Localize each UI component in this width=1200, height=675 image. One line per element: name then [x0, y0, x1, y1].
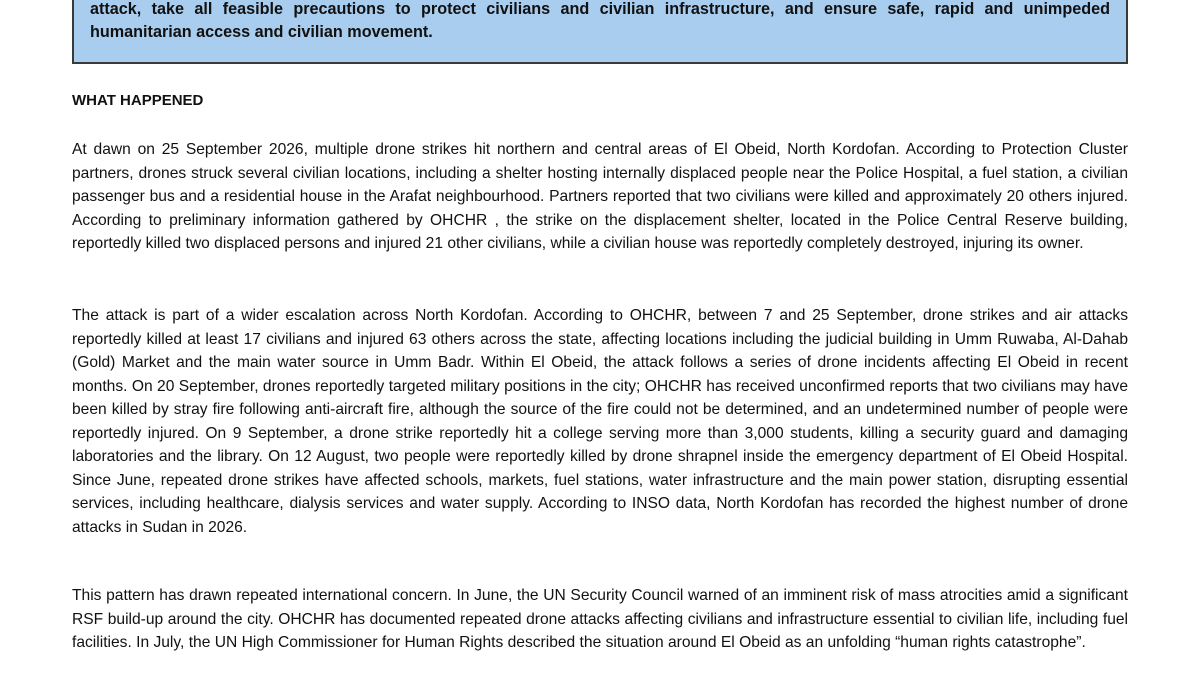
highlight-callout-box: [72, 0, 1128, 64]
paragraph-incident: At dawn on 25 September 2026, multiple drone strikes hit northern and central areas of El Obeid, North Kordofan. According to Protection Cluster partners, drones struck several civilian locations, including a shelter hosting internally displaced people near the Police Hospital, a fuel station, a civilian passenger bus and a residential house in the Arafat neighbourhood. Partners reported that two civilians were killed and approximately 20 others injured. According to preliminary information gathered by OHCHR , the strike on the displacement shelter, located in the Police Central Reserve building, reportedly killed two displaced persons and injured 21 other civilians, while a civilian house was reportedly completely destroyed, injuring its owner.: [72, 141, 1128, 252]
paragraph-international-concern: This pattern has drawn repeated international concern. In June, the UN Security Council warned of an imminent risk of mass atrocities amid a significant RSF build-up around the city. OHCHR has documented repeated drone attacks affecting civilians and infrastructure essential to civilian life, including fuel facilities. In July, the UN High Commissioner for Human Rights described the situation around El Obeid as an unfolding “human rights catastrophe”.: [72, 587, 1128, 651]
section-heading: WHAT HAPPENED: [72, 92, 204, 109]
callout-text: attack, take all feasible precautions to protect civilians and civilian infrastructure, and ensure safe, rapid and unimpeded humanitarian access and civilian movement.: [90, 0, 1110, 41]
paragraph-escalation: The attack is part of a wider escalation across North Kordofan. According to OHCHR, between 7 and 25 September, drone strikes and air attacks reportedly killed at least 17 civilians and injured 63 others across the state, affecting locations including the judicial building in Umm Ruwaba, Al-Dahab (Gold) Market and the main water source in Umm Badr. Within El Obeid, the attack follows a series of drone incidents affecting El Obeid in recent months. On 20 September, drones reportedly targeted military positions in the city; OHCHR has received unconfirmed reports that two civilians may have been killed by stray fire following anti-aircraft fire, although the source of the fire could not be determined, and an undetermined number of people were reportedly injured. On 9 September, a drone strike reportedly hit a college serving more than 3,000 students, killing a security guard and damaging laboratories and the library. On 12 August, two people were reportedly killed by drone shrapnel inside the emergency department of El Obeid Hospital. Since June, repeated drone strikes have affected schools, markets, fuel stations, water infrastructure and the main power station, disrupting essential services, including healthcare, dialysis services and water supply. According to INSO data, North Kordofan has recorded the highest number of drone attacks in Sudan in 2026.: [72, 307, 1128, 536]
